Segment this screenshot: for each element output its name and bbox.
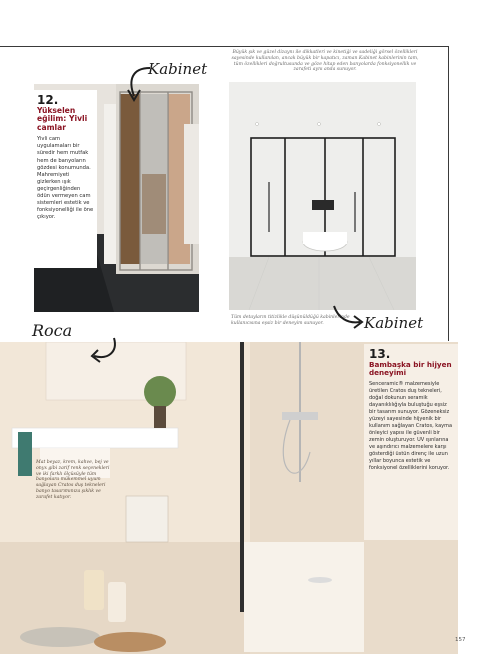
curved-arrow-right-icon: [330, 300, 366, 330]
section-12-card: [34, 90, 97, 268]
section-12-number: 12.: [37, 93, 59, 107]
caption-roca: Mat beyaz, krem, kahve, bej ve onyx gibi zarif renk seçenekleri ve iki farklı ölçüsüyle tüm banyolara mükemmel uyum sağlayan Cratos duş tekneleri banyo tasarımınıza şıklık ve zarafet katıyor.: [36, 460, 110, 500]
section-12-heading: Yükselen eğilim: Yivli camlar: [37, 106, 88, 132]
section-13-body: Senceramic® malzemesiyle üretilen Cratos duş tekneleri, doğal dokunun seramik dayanıklılığıyla buluştuğu eşsiz bir tasarım sunuyor. Gözeneksiz yüzeyi sayesinde hijyenik bir kullanım sağlayan Cratos, kayma önleyici yapısı ile güvenli bir zemin oluşturuyor. UV ışınlarına ve aşındırıcı malzemelere karşı gösterdiği üstün direnç ile uzun yıllar boyunca estetik ve fonksiyonel özelliklerini koruyor.: [369, 381, 453, 471]
brand-kabinet-mid: Kabinet: [364, 314, 424, 332]
page-number: 157: [455, 637, 466, 643]
section-13-heading: Bambaşka bir hijyen deneyimi: [369, 360, 452, 377]
section-12-body: Yivli cam uygulamaları bir süredir hem mutfak hem de banyoların gözdesi konumunda. Mahremiyeti gizlerken ışık geçirgenliğinden ödün vermeyen cam sistemleri estetik ve fonksiyonelliği ile öne çıkıyor.: [37, 136, 94, 221]
curved-arrow-down-icon: [84, 334, 124, 368]
section-13-card: [364, 344, 458, 540]
brand-kabinet-top: Kabinet: [148, 60, 208, 78]
caption-mid: Tüm detayların titizlikle düşünüldüğü kabinlerinde kullanıcısına eşsiz bir deneyim sunuyor.: [231, 315, 350, 326]
caption-top: Büyük şık ve güzel dizaynı ile dikkatleri ve kinetiği ve sadeliği görsel özellikleri sayesinde kullanılan, ancak büyük bir kapatıcı, zaman Kabinet kabinlerinin tam, tüm özellikleri doğrultusunda ve göze hitap eden banyolarda fonksiyonellik ve zarafeti aynı anda sunuyor.: [231, 50, 419, 73]
section-13-number: 13.: [369, 347, 391, 361]
brand-roca: Roca: [32, 321, 73, 340]
shower-enclosure-photo: [229, 82, 416, 310]
